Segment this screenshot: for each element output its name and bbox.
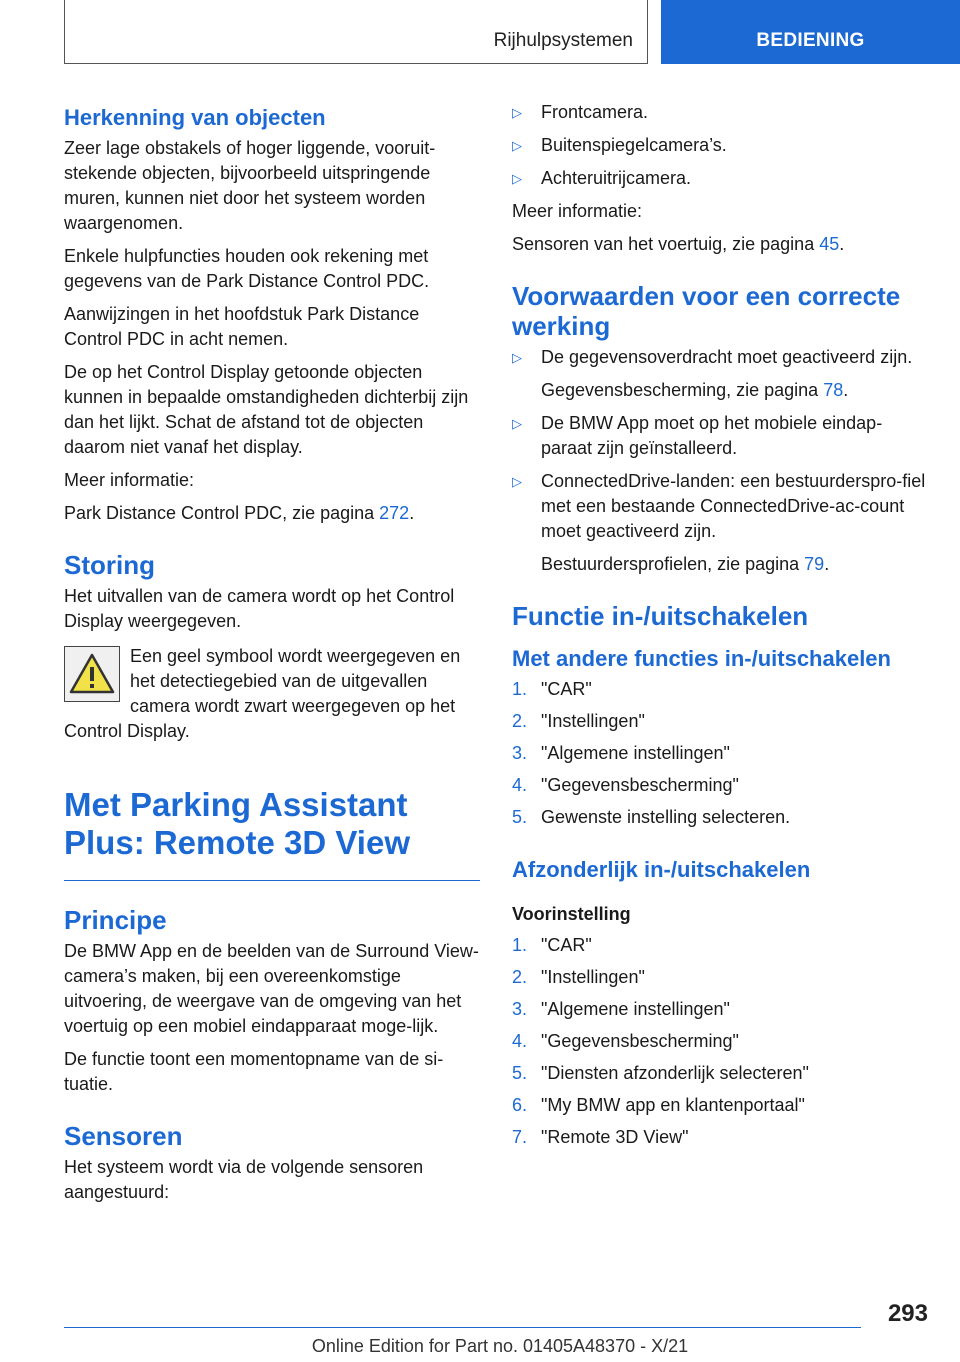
step-item xyxy=(512,997,928,1022)
step-number: 1. xyxy=(512,935,528,955)
step-number: 1. xyxy=(512,679,528,699)
step-number: 3. xyxy=(512,743,528,763)
reference-text: Sensoren van het voertuig, zie pagina xyxy=(512,234,820,254)
step-text: "Instellingen" xyxy=(541,967,645,987)
step-item xyxy=(512,965,928,990)
step-item xyxy=(512,933,928,958)
bullet-triangle-icon: ▷ xyxy=(512,171,522,186)
bullet-triangle-icon: ▷ xyxy=(512,138,522,153)
heading-with-other-functions: Met andere functies in-/uitschakelen xyxy=(512,646,891,671)
step-item xyxy=(512,773,928,798)
list-item-text: ConnectedDrive-landen: een bestuurderspro-fiel met een bestaande ConnectedDrive-ac-count moet geactiveerd zijn. xyxy=(541,471,926,541)
list-item-text: Achteruitrijcamera. xyxy=(541,168,692,188)
list-item-text: Frontcamera. xyxy=(541,102,649,122)
step-text: "Algemene instellingen" xyxy=(541,743,730,763)
bullet-triangle-icon: ▷ xyxy=(512,474,522,489)
list-item-text: De BMW App moet op het mobiele eindap-paraat zijn geïnstalleerd. xyxy=(541,413,883,458)
list-item-text: Buitenspiegelcamera’s. xyxy=(541,135,727,155)
step-text: "Instellingen" xyxy=(541,711,645,731)
list-item xyxy=(512,469,928,544)
right-column xyxy=(512,100,928,1157)
list-item xyxy=(512,345,928,370)
header-section-title: Rijhulpsystemen xyxy=(493,30,633,51)
step-item xyxy=(512,805,928,830)
step-number: 2. xyxy=(512,967,528,987)
step-text: "CAR" xyxy=(541,679,592,699)
warning-triangle-icon xyxy=(64,646,120,702)
step-text: "Gegevensbescherming" xyxy=(541,775,739,795)
cross-reference: Bestuurdersprofielen, zie pagina 79. xyxy=(541,554,830,574)
page-link-272[interactable]: 272 xyxy=(379,503,410,523)
page-link-78[interactable]: 78 xyxy=(823,380,844,400)
step-number: 4. xyxy=(512,1031,528,1051)
bullet-triangle-icon: ▷ xyxy=(512,350,522,365)
left-column xyxy=(64,100,480,1213)
cross-reference: Park Distance Control PDC, zie pagina 272. xyxy=(64,503,415,523)
paragraph: Zeer lage obstakels of hoger liggende, vooruit-stekende objecten, bijvoorbeeld uitspringende muren, kunnen niet door het systeem worden waargenomen. xyxy=(64,138,436,233)
cross-reference: Sensoren van het voertuig, zie pagina 45. xyxy=(512,234,845,254)
heading-principle: Principe xyxy=(64,905,167,935)
cross-reference: Gegevensbescherming, zie pagina 78. xyxy=(541,380,849,400)
step-text: "Diensten afzonderlijk selecteren" xyxy=(541,1063,809,1083)
step-number: 5. xyxy=(512,1063,528,1083)
step-item xyxy=(512,1093,928,1118)
step-text: "My BMW app en klantenportaal" xyxy=(541,1095,805,1115)
warning-text: Een geel symbool wordt weergegeven en het detectiegebied van de uitgevallen camera wordt zwart weergegeven op het Control Display. xyxy=(64,646,461,741)
list-item xyxy=(512,133,928,158)
step-item xyxy=(512,741,928,766)
step-text: "Gegevensbescherming" xyxy=(541,1031,739,1051)
heading-object-detection: Herkenning van objecten xyxy=(64,105,326,130)
step-item xyxy=(512,677,928,702)
paragraph: Enkele hulpfuncties houden ook rekening met gegevens van de Park Distance Control PDC. xyxy=(64,246,430,291)
paragraph: De BMW App en de beelden van de Surround View-camera’s maken, bij een overeenkomstige uitvoering, de weergave van de omgeving van het voertuig op een mobiel eindapparaat moge-lijk. xyxy=(64,941,479,1036)
list-item xyxy=(512,166,928,191)
step-number: 6. xyxy=(512,1095,528,1115)
paragraph: De op het Control Display getoonde objecten kunnen in bepaalde omstandigheden dichterbij zijn dan het lijkt. Schat de afstand tot de objecten daarom niet vanaf het display. xyxy=(64,362,469,457)
page-link-45[interactable]: 45 xyxy=(819,234,840,254)
heading-sensors: Sensoren xyxy=(64,1121,183,1151)
list-item-text: De gegevensoverdracht moet geactiveerd zijn. xyxy=(541,347,913,367)
step-item xyxy=(512,709,928,734)
list-item xyxy=(512,411,928,461)
reference-text: Park Distance Control PDC, zie pagina xyxy=(64,503,380,523)
step-number: 4. xyxy=(512,775,528,795)
header-chapter-tab[interactable] xyxy=(661,0,960,64)
step-item xyxy=(512,1029,928,1054)
heading-remote-3d-view: Met Parking Assistant Plus: Remote 3D View xyxy=(64,786,480,881)
footer-divider xyxy=(64,1327,861,1328)
heading-fault: Storing xyxy=(64,550,155,580)
step-number: 7. xyxy=(512,1127,528,1147)
heading-separate-toggle: Afzonderlijk in-/uitschakelen xyxy=(512,857,811,882)
paragraph: Aanwijzingen in het hoofdstuk Park Distance Control PDC in acht nemen. xyxy=(64,304,420,349)
more-info-label: Meer informatie: xyxy=(64,470,195,490)
bullet-triangle-icon: ▷ xyxy=(512,416,522,431)
list-item xyxy=(512,100,928,125)
step-number: 3. xyxy=(512,999,528,1019)
paragraph: Het systeem wordt via de volgende sensoren aangestuurd: xyxy=(64,1157,424,1202)
step-text: Gewenste instelling selecteren. xyxy=(541,807,791,827)
header-chapter-label: BEDIENING xyxy=(756,30,865,51)
heading-requirements: Voorwaarden voor een correcte werking xyxy=(512,281,901,341)
step-number: 2. xyxy=(512,711,528,731)
heading-preset: Voorinstelling xyxy=(512,904,631,924)
reference-text: Gegevensbescherming, zie pagina xyxy=(541,380,824,400)
header-section-box xyxy=(64,0,648,64)
step-text: "CAR" xyxy=(541,935,592,955)
step-text: "Algemene instellingen" xyxy=(541,999,730,1019)
step-item xyxy=(512,1061,928,1086)
paragraph: Het uitvallen van de camera wordt op het Control Display weergegeven. xyxy=(64,586,455,631)
warning-block xyxy=(64,644,480,744)
page-link-79[interactable]: 79 xyxy=(804,554,825,574)
bullet-triangle-icon: ▷ xyxy=(512,105,522,120)
page-number: 293 xyxy=(887,1300,928,1327)
paragraph: De functie toont een momentopname van de si-tuatie. xyxy=(64,1049,444,1094)
reference-text: Bestuurdersprofielen, zie pagina xyxy=(541,554,805,574)
step-number: 5. xyxy=(512,807,528,827)
step-text: "Remote 3D View" xyxy=(541,1127,689,1147)
heading-toggle-function: Functie in-/uitschakelen xyxy=(512,601,809,631)
more-info-label: Meer informatie: xyxy=(512,201,643,221)
footer-edition: Online Edition for Part no. 01405A48370 - X/21 xyxy=(311,1336,689,1356)
step-item xyxy=(512,1125,928,1150)
